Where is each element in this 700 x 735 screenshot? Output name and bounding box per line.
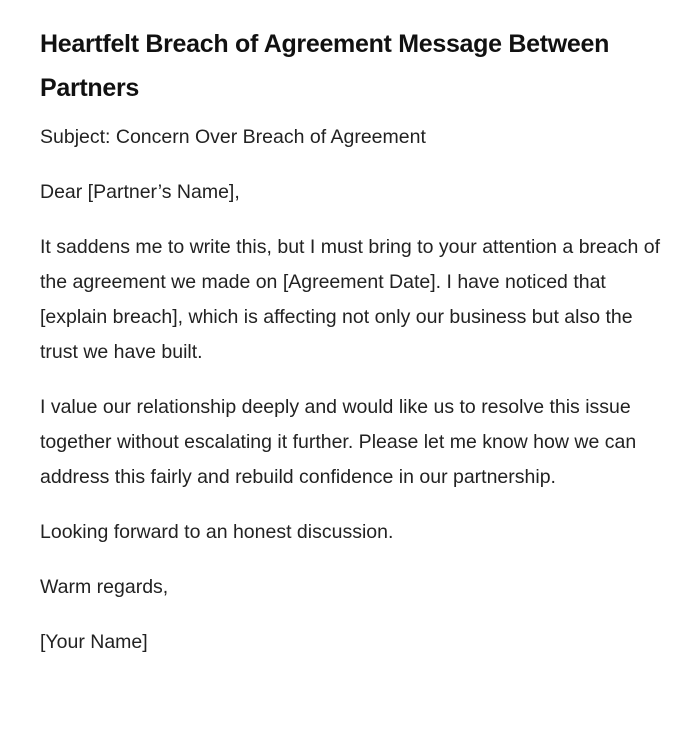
signoff: Warm regards, <box>40 576 169 598</box>
page-title: Heartfelt Breach of Agreement Message Between Partners <box>40 30 610 102</box>
greeting: Dear [Partner’s Name], <box>40 181 240 203</box>
closing-line: Looking forward to an honest discussion. <box>40 521 394 543</box>
subject-line: Subject: Concern Over Breach of Agreement <box>40 126 426 148</box>
signature: [Your Name] <box>40 631 148 653</box>
body-paragraph: I value our relationship deeply and would like us to resolve this issue together without escalating it further. Please let me know how we can address this fairly and rebuild confidence in our partnership. <box>40 396 637 488</box>
body-paragraph: It saddens me to write this, but I must bring to your attention a breach of the agreement we made on [Agreement Date]. I have noticed that [explain breach], which is affecting not only our business but also the trust we have built. <box>40 236 660 363</box>
